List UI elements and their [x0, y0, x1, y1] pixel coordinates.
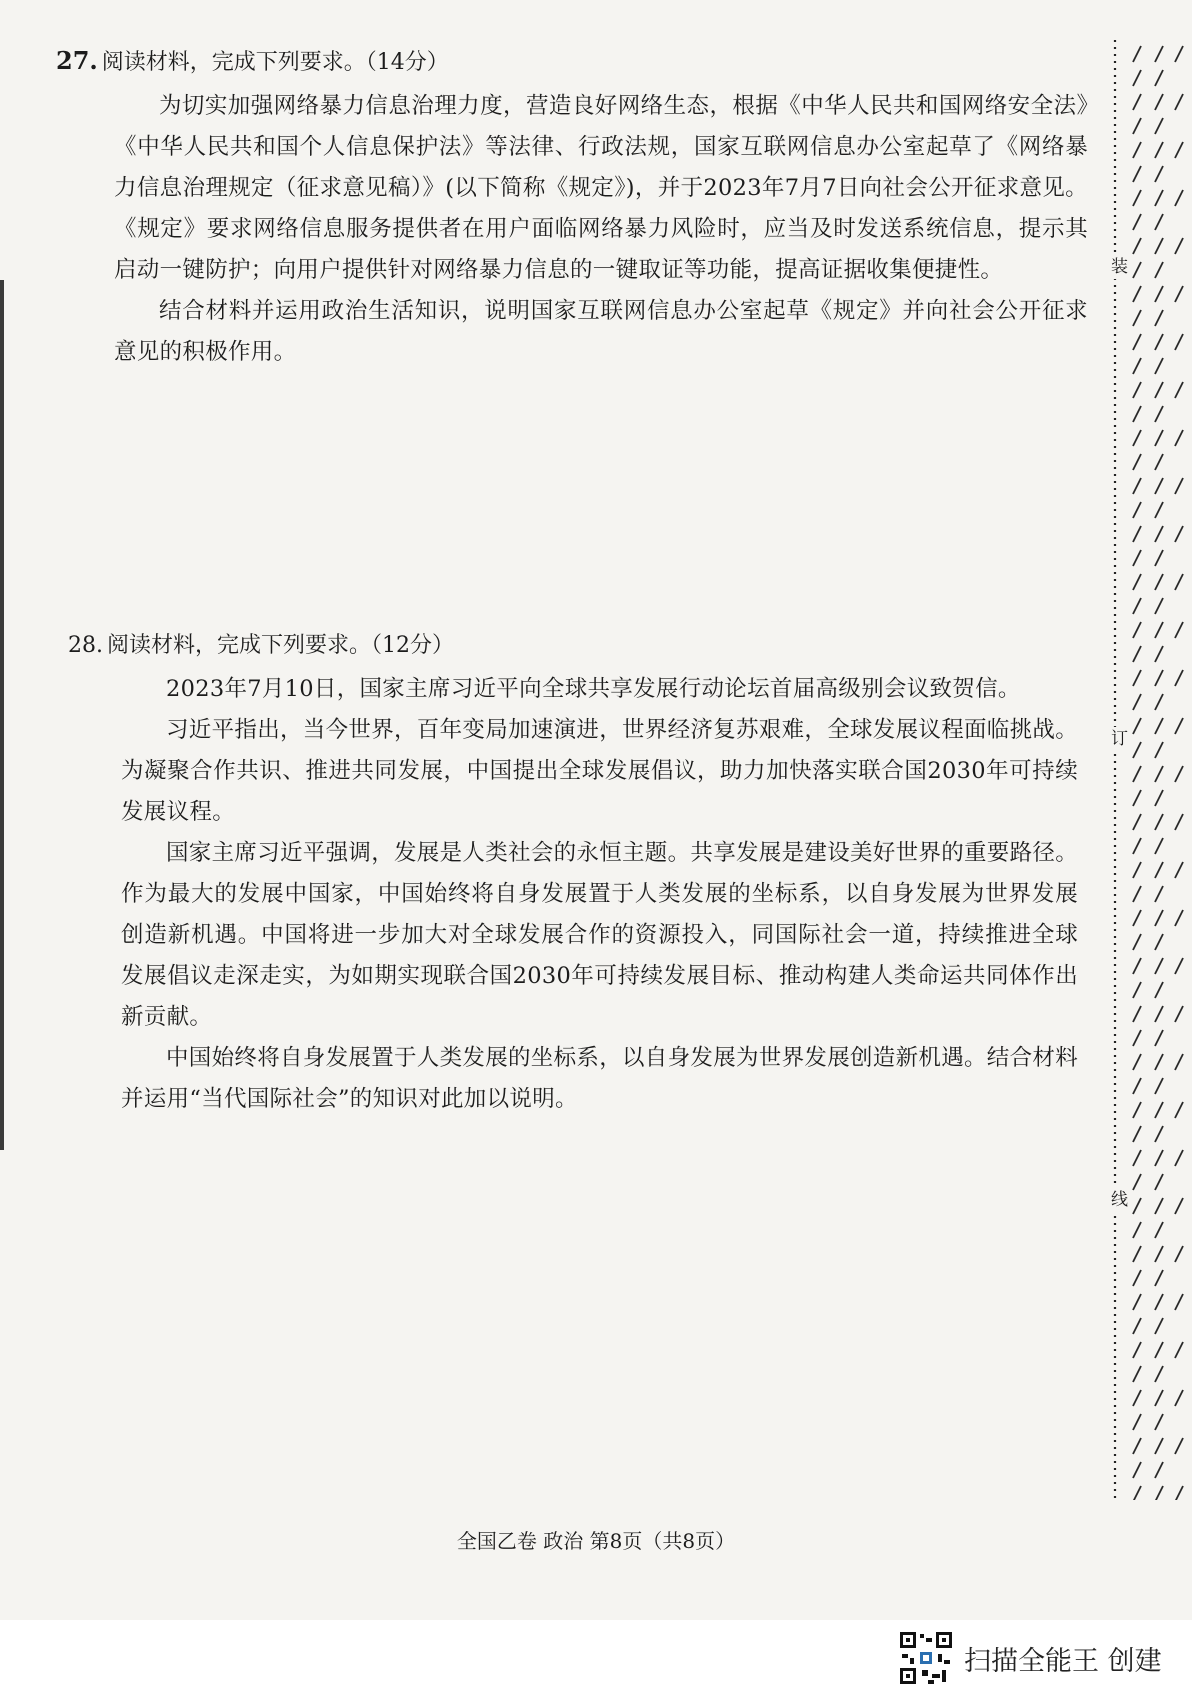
binding-hatch-stroke [1133, 334, 1141, 350]
binding-hatch-stroke [1133, 214, 1141, 230]
binding-hatch-stroke [1133, 670, 1141, 686]
binding-hatch-stroke [1175, 46, 1183, 62]
binding-hatch-stroke [1155, 1294, 1163, 1310]
binding-hatch-stroke [1175, 670, 1183, 686]
binding-hatch-stroke [1133, 1222, 1141, 1238]
binding-hatch-stroke [1133, 1366, 1141, 1382]
binding-hatch-stroke [1155, 406, 1163, 422]
binding-hatch-stroke [1133, 694, 1141, 710]
binding-hatch-stroke [1133, 718, 1141, 734]
binding-hatch-stroke [1175, 1006, 1183, 1022]
binding-hatch-stroke [1175, 1198, 1183, 1214]
binding-hatch-stroke [1175, 1390, 1183, 1406]
binding-hatch-stroke [1155, 1222, 1163, 1238]
binding-hatch-stroke [1133, 1150, 1141, 1166]
binding-hatch-stroke [1133, 1270, 1141, 1286]
binding-hatch-stroke [1155, 1462, 1163, 1478]
binding-hatch-stroke [1133, 982, 1141, 998]
binding-hatch-stroke [1133, 478, 1141, 494]
binding-hatch-stroke [1133, 766, 1141, 782]
binding-hatch-stroke [1133, 886, 1141, 902]
binding-hatch-stroke [1133, 1414, 1141, 1430]
binding-hatch-stroke [1155, 742, 1163, 758]
binding-hatch-stroke [1155, 718, 1163, 734]
binding-hatch-stroke [1133, 1102, 1141, 1118]
binding-hatch-stroke [1155, 1006, 1163, 1022]
binding-label-xian: 线 [1111, 1190, 1128, 1210]
binding-hatch-stroke [1133, 262, 1141, 278]
binding-hatch-stroke [1175, 1102, 1183, 1118]
binding-hatch-stroke [1155, 262, 1163, 278]
binding-hatch-stroke [1133, 1174, 1141, 1190]
binding-hatch-stroke [1155, 670, 1163, 686]
binding-hatch-stroke [1155, 94, 1163, 110]
binding-hatch-stroke [1155, 310, 1163, 326]
binding-hatch-stroke [1155, 934, 1163, 950]
binding-hatch-stroke [1175, 910, 1183, 926]
question-material [114, 86, 1088, 373]
binding-hatch-stroke [1155, 214, 1163, 230]
binding-hatch-stroke [1175, 1438, 1183, 1454]
binding-hatch-stroke [1155, 1078, 1163, 1094]
binding-hatch-stroke [1133, 406, 1141, 422]
binding-hatch-stroke [1175, 286, 1183, 302]
binding-hatch-stroke [1133, 166, 1141, 182]
binding-hatch-stroke [1133, 958, 1141, 974]
question-27 [56, 46, 1088, 373]
binding-hatch-stroke [1133, 1318, 1141, 1334]
question-prompt: 阅读材料，完成下列要求。（12分） [107, 633, 454, 658]
binding-hatch-stroke [1175, 1294, 1183, 1310]
binding-hatch-stroke [1175, 574, 1183, 590]
binding-hatch-stroke [1175, 766, 1183, 782]
binding-hatch-stroke [1133, 910, 1141, 926]
binding-hatch-stroke [1133, 1486, 1141, 1500]
binding-hatch-stroke [1175, 718, 1183, 734]
binding-hatch-stroke [1155, 1486, 1163, 1500]
question-header [56, 46, 1088, 78]
binding-hatch-stroke [1155, 646, 1163, 662]
material-paragraph: 国家主席习近平强调，发展是人类社会的永恒主题。共享发展是建设美好世界的重要路径。作为最大的发展中国家，中国始终将自身发展置于人类发展的坐标系，以自身发展为世界发展创造新机遇。中国将进一步加大对全球发展合作的资源投入，同国际社会一道，持续推进全球发展倡议走深走实，为如期实现联合国2030年可持续发展目标、推动构建人类命运共同体作出新贡献。 [121, 840, 1079, 1030]
binding-hatch-stroke [1175, 430, 1183, 446]
binding-hatch-stroke [1133, 622, 1141, 638]
binding-hatch-stroke [1175, 382, 1183, 398]
binding-hatch-stroke [1133, 1246, 1141, 1262]
question-28 [68, 631, 1078, 1120]
binding-label-zhuang: 装 [1111, 257, 1128, 277]
binding-hatch-stroke [1155, 1318, 1163, 1334]
binding-hatch-stroke [1175, 1246, 1183, 1262]
binding-hatch-stroke [1155, 838, 1163, 854]
binding-label-ding: 订 [1111, 729, 1128, 749]
binding-hatch-stroke [1155, 790, 1163, 806]
binding-hatch-stroke [1133, 454, 1141, 470]
page-footer: 全国乙卷 政治 第8页（共8页） [456, 1529, 736, 1553]
binding-hatch-stroke [1133, 1030, 1141, 1046]
binding-hatch-stroke [1155, 1390, 1163, 1406]
binding-hatch-stroke [1175, 1150, 1183, 1166]
binding-hatch-stroke [1133, 1342, 1141, 1358]
binding-hatch-stroke [1133, 526, 1141, 542]
binding-hatch-stroke [1133, 190, 1141, 206]
binding-hatch-stroke [1175, 814, 1183, 830]
binding-hatch-stroke [1133, 238, 1141, 254]
binding-hatch-stroke [1155, 862, 1163, 878]
question-task: 结合材料并运用政治生活知识，说明国家互联网信息办公室起草《规定》并向社会公开征求意见的积极作用。 [114, 298, 1088, 365]
material-paragraph: 习近平指出，当今世界，百年变局加速演进，世界经济复苏艰难，全球发展议程面临挑战。为凝聚合作共识、推进共同发展，中国提出全球发展倡议，助力加快落实联合国2030年可持续发展议程。 [121, 717, 1079, 825]
binding-hatch-stroke [1175, 526, 1183, 542]
binding-hatch-stroke [1155, 454, 1163, 470]
binding-hatch-stroke [1155, 1414, 1163, 1430]
binding-hatch-stroke [1133, 1198, 1141, 1214]
binding-hatch-stroke [1155, 886, 1163, 902]
binding-hatch-stroke [1133, 382, 1141, 398]
binding-hatch-stroke [1155, 430, 1163, 446]
binding-hatch-stroke [1155, 190, 1163, 206]
binding-hatch-stroke [1155, 958, 1163, 974]
qr-code-icon [898, 1630, 954, 1686]
material-paragraph: 2023年7月10日，国家主席习近平向全球共享发展行动论坛首届高级别会议致贺信。 [166, 676, 1021, 702]
binding-hatch-stroke [1133, 646, 1141, 662]
binding-hatch-stroke [1175, 622, 1183, 638]
binding-hatch-stroke [1175, 238, 1183, 254]
binding-hatch-stroke [1133, 1126, 1141, 1142]
binding-hatch-stroke [1155, 1270, 1163, 1286]
binding-hatch-stroke [1133, 46, 1141, 62]
binding-hatch-stroke [1155, 550, 1163, 566]
binding-hatch-stroke [1155, 286, 1163, 302]
binding-hatch-stroke [1133, 1462, 1141, 1478]
binding-hatch-stroke [1133, 1054, 1141, 1070]
binding-hatch-stroke [1175, 1054, 1183, 1070]
binding-hatch-stroke [1155, 382, 1163, 398]
binding-hatch-stroke [1155, 478, 1163, 494]
binding-hatch-stroke [1155, 334, 1163, 350]
binding-hatch-stroke [1175, 190, 1183, 206]
binding-hatch-stroke [1133, 838, 1141, 854]
binding-hatch-stroke [1175, 478, 1183, 494]
binding-hatch-stroke [1133, 430, 1141, 446]
scan-edge [0, 280, 4, 1150]
binding-hatch-stroke [1175, 862, 1183, 878]
binding-hatch-stroke [1133, 142, 1141, 158]
binding-hatch-stroke [1133, 1006, 1141, 1022]
binding-hatch-stroke [1155, 166, 1163, 182]
binding-hatch-stroke [1155, 1342, 1163, 1358]
question-header [68, 631, 1078, 661]
binding-hatch-stroke [1155, 982, 1163, 998]
binding-hatch-stroke [1155, 358, 1163, 374]
binding-hatch-stroke [1133, 70, 1141, 86]
binding-hatch-stroke [1155, 1438, 1163, 1454]
binding-hatch-stroke [1175, 94, 1183, 110]
binding-hatch-stroke [1155, 1246, 1163, 1262]
binding-hatch-stroke [1175, 1486, 1183, 1500]
binding-hatch-stroke [1133, 742, 1141, 758]
binding-hatch-stroke [1155, 1030, 1163, 1046]
watermark-text: 扫描全能王 创建 [964, 1645, 1162, 1677]
binding-hatch-stroke [1155, 1366, 1163, 1382]
binding-hatch-stroke [1133, 1390, 1141, 1406]
binding-hatch-stroke [1133, 1078, 1141, 1094]
binding-hatch-stroke [1155, 766, 1163, 782]
binding-hatch-stroke [1133, 1294, 1141, 1310]
binding-hatch-stroke [1133, 358, 1141, 374]
binding-hatch-stroke [1155, 1102, 1163, 1118]
binding-hatch-stroke [1155, 1174, 1163, 1190]
binding-hatch-stroke [1133, 310, 1141, 326]
binding-hatch-stroke [1133, 574, 1141, 590]
question-prompt: 阅读材料，完成下列要求。（14分） [101, 50, 449, 75]
binding-hatch-stroke [1133, 790, 1141, 806]
binding-hatch-stroke [1155, 622, 1163, 638]
binding-hatch-stroke [1175, 334, 1183, 350]
binding-hatch-stroke [1133, 286, 1141, 302]
binding-hatch-stroke [1133, 1438, 1141, 1454]
scanner-watermark [898, 1630, 1162, 1686]
binding-hatch-stroke [1175, 142, 1183, 158]
question-task: 中国始终将自身发展置于人类发展的坐标系，以自身发展为世界发展创造新机遇。结合材料并运用“当代国际社会”的知识对此加以说明。 [121, 1045, 1079, 1112]
binding-hatch-stroke [1133, 862, 1141, 878]
binding-hatch-stroke [1155, 238, 1163, 254]
binding-hatch-stroke [1155, 526, 1163, 542]
binding-hatch-stroke [1155, 694, 1163, 710]
binding-hatch-stroke [1175, 1342, 1183, 1358]
binding-hatch-stroke [1155, 1054, 1163, 1070]
question-number: 28. [68, 633, 103, 658]
binding-hatch-stroke [1155, 1126, 1163, 1142]
binding-hatch-stroke [1133, 118, 1141, 134]
binding-hatch-stroke [1155, 574, 1163, 590]
binding-hatch-stroke [1175, 958, 1183, 974]
binding-hatch-stroke [1133, 934, 1141, 950]
binding-hatch-stroke [1155, 1198, 1163, 1214]
binding-hatch-stroke [1133, 94, 1141, 110]
binding-hatch-stroke [1155, 46, 1163, 62]
binding-hatch-stroke [1155, 1150, 1163, 1166]
binding-hatch-stroke [1133, 598, 1141, 614]
binding-hatch-stroke [1155, 598, 1163, 614]
binding-hatch-stroke [1155, 910, 1163, 926]
question-number: 27. [56, 46, 98, 75]
binding-hatch-stroke [1155, 142, 1163, 158]
question-material [121, 669, 1078, 1120]
binding-hatch-stroke [1133, 550, 1141, 566]
binding-hatch-stroke [1133, 502, 1141, 518]
binding-hatch-stroke [1155, 70, 1163, 86]
binding-hatch-stroke [1133, 814, 1141, 830]
material-paragraph: 为切实加强网络暴力信息治理力度，营造良好网络生态，根据《中华人民共和国网络安全法》《中华人民共和国个人信息保护法》等法律、行政法规，国家互联网信息办公室起草了《网络暴力信息治理规定（征求意见稿）》(以下简称《规定》)，并于2023年7月7日向社会公开征求意见。《规定》要求网络信息服务提供者在用户面临网络暴力风险时，应当及时发送系统信息，提示其启动一键防护；向用户提供针对网络暴力信息的一键取证等功能，提高证据收集便捷性。 [114, 93, 1088, 283]
binding-hatch-stroke [1155, 814, 1163, 830]
binding-hatch-stroke [1155, 502, 1163, 518]
binding-hatch-stroke [1155, 118, 1163, 134]
